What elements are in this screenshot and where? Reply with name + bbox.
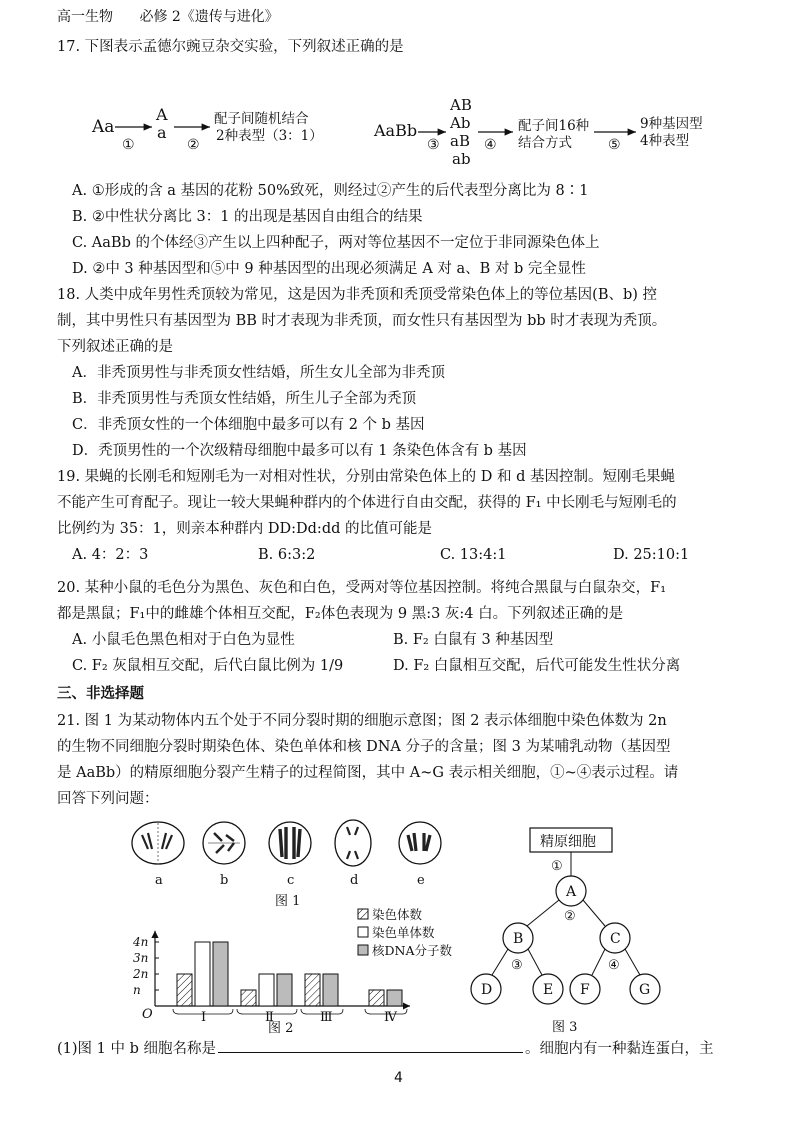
node-g-label: G xyxy=(639,982,651,998)
y-tick-label: n xyxy=(133,983,141,997)
q18-stem-1: 18. 人类中成年男性秃顶较为常见，这是因为非秃顶和秃顶受常染色体上的等位基因(B、b) 控 xyxy=(57,287,658,303)
fig3-step-1: ① xyxy=(551,859,563,874)
category-label: Ⅲ xyxy=(320,1010,333,1025)
spermatogonium-label: 精原细胞 xyxy=(540,834,596,850)
figure-2-caption: 图 2 xyxy=(268,1021,294,1036)
cell-a-label: a xyxy=(155,873,163,888)
q17-left-parent: Aa xyxy=(92,117,115,137)
q17-right-end-2: 4种表型 xyxy=(640,133,690,149)
q17-step-1: ① xyxy=(122,137,135,153)
q19-stem-3: 比例约为 35：1，则亲本种群内 DD:Dd:dd 的比值可能是 xyxy=(57,521,432,537)
q17-diagram xyxy=(60,92,760,172)
figure-2-chart xyxy=(110,900,460,1040)
bar-chromosomes xyxy=(369,990,384,1006)
section-title: 三、非选择题 xyxy=(57,686,144,702)
bar-chromatids xyxy=(259,974,274,1006)
bar-chromatids xyxy=(195,942,210,1006)
origin-label: O xyxy=(142,1007,153,1022)
q18-option-b: B．非秃顶男性与秃顶女性结婚，所生儿子全部为秃顶 xyxy=(72,391,417,407)
q21-stem-1: 21. 图 1 为某动物体内五个处于不同分裂时期的细胞示意图；图 2 表示体细胞中染色体数为 2n xyxy=(57,713,667,729)
q19-option-b: B. 6:3:2 xyxy=(258,547,316,563)
q21-stem-2: 的生物不同细胞分裂时期染色体、染色单体和核 DNA 分子的含量；图 3 为某哺乳动物（基因型 xyxy=(57,739,671,755)
q18-option-c: C．非秃顶女性的一个体细胞中最多可以有 2 个 b 基因 xyxy=(72,417,425,433)
q19-option-d: D. 25:10:1 xyxy=(613,547,690,563)
q20-option-a: A. 小鼠毛色黑色相对于白色为显性 xyxy=(72,632,295,648)
q17-right-mid-1: 配子间16种 xyxy=(518,118,590,134)
cell-e xyxy=(399,822,441,864)
q17-left-gamete-2: a xyxy=(157,123,167,142)
q20-stem-1: 20. 某种小鼠的毛色分为黑色、灰色和白色，受两对等位基因控制。将纯合黑鼠与白鼠杂交，F₁ xyxy=(57,580,667,596)
bar-dna xyxy=(277,974,292,1006)
cell-d-label: d xyxy=(350,873,359,888)
q17-option-d: D. ②中 3 种基因型和⑤中 9 种基因型的出现必须满足 A 对 a、B 对 b 完全显性 xyxy=(72,261,586,277)
figure-3 xyxy=(460,822,740,1040)
q17-stem: 17. 下图表示孟德尔豌豆杂交实验，下列叙述正确的是 xyxy=(57,39,404,55)
node-e-label: E xyxy=(543,982,554,998)
category-label: Ⅰ xyxy=(201,1010,207,1025)
q21-stem-3: 是 AaBb）的精原细胞分裂产生精子的过程简图，其中 A~G 表示相关细胞，①~④表示过程。请 xyxy=(57,765,679,781)
node-b-label: B xyxy=(513,931,524,947)
q17-left-result-1: 配子间随机结合 xyxy=(214,111,309,127)
q17-right-gamete-2: Ab xyxy=(450,114,471,132)
header-course: 高一生物 xyxy=(57,9,113,25)
legend-swatch-chromatids xyxy=(358,927,368,937)
q18-stem-3: 下列叙述正确的是 xyxy=(57,339,173,355)
cell-a xyxy=(132,822,184,864)
q19-option-a: A. 4：2：3 xyxy=(72,547,149,563)
node-c-label: C xyxy=(610,931,621,947)
y-tick-label: 2n xyxy=(133,967,149,981)
legend-chromatids: 染色单体数 xyxy=(372,925,435,940)
answer-blank[interactable] xyxy=(218,1038,523,1053)
q19-stem-2: 不能产生可育配子。现让一较大果蝇种群内的个体进行自由交配，获得的 F₁ 中长刚毛与短刚毛的 xyxy=(57,495,677,511)
q17-right-mid-2: 结合方式 xyxy=(518,135,572,151)
q21-sub1-suffix: 。细胞内有一种黏连蛋白，主 xyxy=(524,1041,714,1057)
q20-option-b: B. F₂ 白鼠有 3 种基因型 xyxy=(393,632,554,648)
legend-swatch-dna xyxy=(358,945,368,955)
legend-chromosomes: 染色体数 xyxy=(372,907,423,922)
q21-sub1 xyxy=(57,1036,713,1062)
bar-chromosomes xyxy=(177,974,192,1006)
bar-dna xyxy=(213,942,228,1006)
header xyxy=(57,6,279,26)
q17-right-parent: AaBb xyxy=(374,121,418,140)
fig3-step-2: ② xyxy=(564,909,576,924)
q17-step-3: ③ xyxy=(427,137,440,153)
q17-right-gamete-4: ab xyxy=(452,150,471,168)
q17-option-c: C. AaBb 的个体经③产生以上四种配子，两对等位基因不一定位于非同源染色体上 xyxy=(72,235,600,251)
q17-step-5: ⑤ xyxy=(608,137,621,153)
q17-option-a: A. ①形成的含 a 基因的花粉 50%致死，则经过②产生的后代表型分离比为 8∶1 xyxy=(72,183,589,199)
q21-stem-4: 回答下列问题： xyxy=(57,791,159,807)
q19-option-c: C. 13:4:1 xyxy=(440,547,507,563)
q17-right-gamete-1: AB xyxy=(450,96,472,114)
cell-b-label: b xyxy=(220,873,229,888)
page-number: 4 xyxy=(394,1070,403,1086)
bar-dna xyxy=(387,990,402,1006)
q18-option-d: D．秃顶男性的一个次级精母细胞中最多可以有 1 条染色体含有 b 基因 xyxy=(72,443,527,459)
q17-option-b: B. ②中性状分离比 3：1 的出现是基因自由组合的结果 xyxy=(72,209,423,225)
legend-dna: 核DNA分子数 xyxy=(372,943,452,958)
bar-chromosomes xyxy=(241,990,256,1006)
cell-c-label: c xyxy=(287,873,295,888)
y-tick-label: 3n xyxy=(133,951,149,965)
q20-stem-2: 都是黑鼠；F₁中的雌雄个体相互交配，F₂体色表现为 9 黑:3 灰:4 白。下列叙述正确的是 xyxy=(57,606,624,622)
node-a-label: A xyxy=(566,884,577,900)
figure-1-caption: 图 1 xyxy=(275,894,301,909)
node-d-label: D xyxy=(481,982,493,998)
q20-option-d: D. F₂ 白鼠相互交配，后代可能发生性状分离 xyxy=(393,658,681,674)
q19-stem-1: 19. 果蝇的长刚毛和短刚毛为一对相对性状，分别由常染色体上的 D 和 d 基因控制。短刚毛果蝇 xyxy=(57,469,676,485)
bar-chromosomes xyxy=(305,974,320,1006)
cell-c xyxy=(269,822,311,864)
q17-left-result-2: 2种表型（3：1） xyxy=(216,128,323,144)
q17-right-end-1: 9种基因型 xyxy=(640,116,703,132)
fig3-step-3: ③ xyxy=(511,958,523,973)
q17-step-2: ② xyxy=(187,137,200,153)
header-book: 必修 2《遗传与进化》 xyxy=(139,9,279,25)
fig3-step-4: ④ xyxy=(608,958,620,973)
cell-e-label: e xyxy=(417,873,425,888)
category-label: Ⅱ xyxy=(265,1010,274,1025)
cell-d xyxy=(335,820,371,866)
cell-b xyxy=(203,822,245,864)
category-label: Ⅳ xyxy=(384,1010,397,1025)
q21-sub1-prefix: (1)图 1 中 b 细胞名称是 xyxy=(57,1041,216,1057)
q17-left-gamete-1: A xyxy=(156,105,168,124)
q17-right-gamete-3: aB xyxy=(450,132,470,150)
q18-option-a: A．非秃顶男性与非秃顶女性结婚，所生女儿全部为非秃顶 xyxy=(72,365,445,381)
q18-stem-2: 制，其中男性只有基因型为 BB 时才表现为非秃顶，而女性只有基因型为 bb 时才表现为秃顶。 xyxy=(57,313,667,329)
figure-3-caption: 图 3 xyxy=(552,1020,578,1035)
q17-step-4: ④ xyxy=(484,137,497,153)
node-f-label: F xyxy=(580,982,590,998)
q20-option-c: C. F₂ 灰鼠相互交配，后代白鼠比例为 1/9 xyxy=(72,658,344,674)
bar-dna xyxy=(323,974,338,1006)
y-tick-label: 4n xyxy=(133,935,149,949)
legend-swatch-chromosomes xyxy=(358,909,368,919)
